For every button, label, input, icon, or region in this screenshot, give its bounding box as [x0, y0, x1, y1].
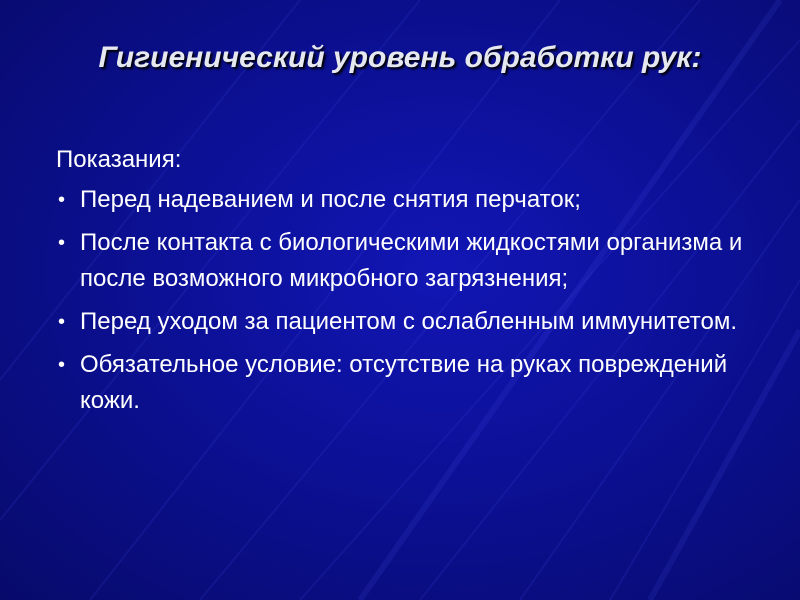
- list-item: [56, 347, 776, 419]
- bullet-icon: •: [58, 311, 66, 333]
- bullet-icon: •: [58, 189, 66, 211]
- list-item-text: Перед уходом за пациентом с ослабленным иммунитетом.: [80, 308, 738, 335]
- bullet-icon: •: [58, 232, 66, 254]
- slide-title: Гигиенический уровень обработки рук:: [98, 41, 702, 74]
- bullet-icon: •: [58, 354, 66, 376]
- list-item: [56, 225, 776, 297]
- slide-body: [56, 142, 776, 426]
- indications-list: [56, 182, 776, 419]
- list-item: [56, 304, 776, 340]
- indications-heading: Показания:: [56, 146, 182, 173]
- list-item-text: Перед надеванием и после снятия перчаток;: [80, 186, 581, 213]
- list-item-text: Обязательное условие: отсутствие на руках повреждений кожи.: [80, 351, 728, 414]
- list-item-text: После контакта с биологическими жидкостями организма и после возможного микробного загрязнения;: [80, 229, 743, 292]
- list-item: [56, 182, 776, 218]
